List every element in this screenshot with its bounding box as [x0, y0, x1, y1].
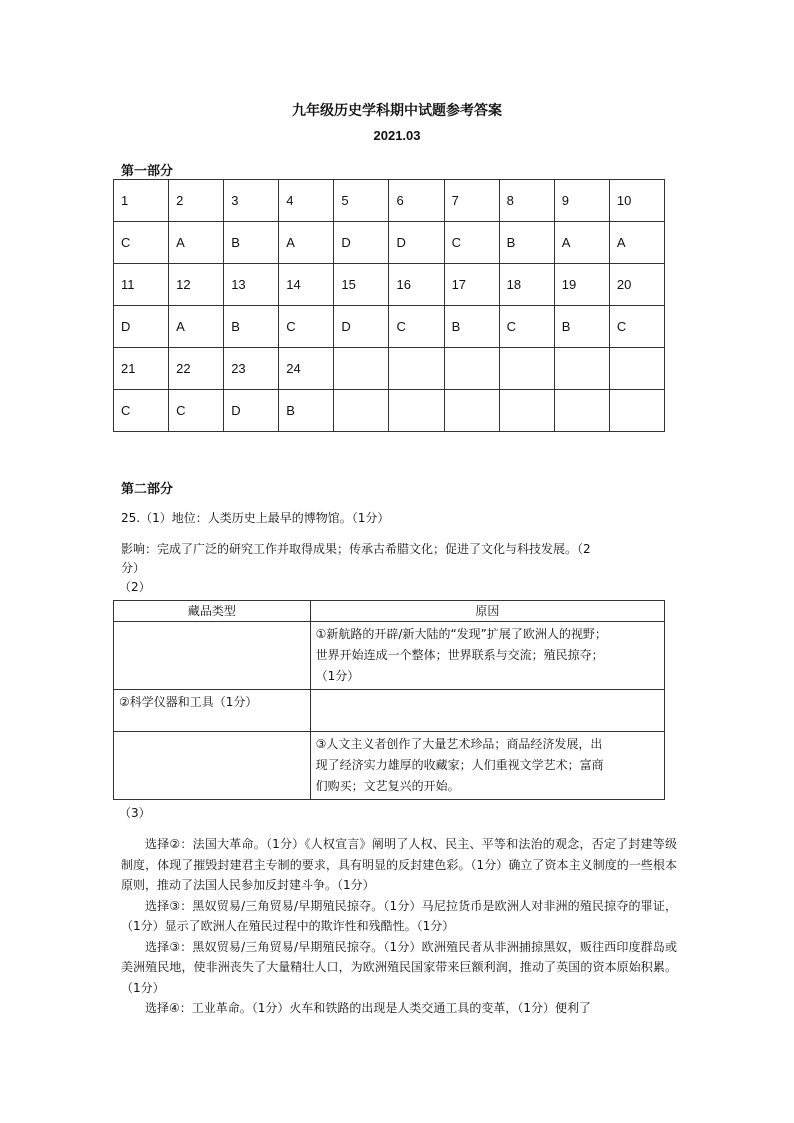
answer-cell: B	[554, 306, 609, 348]
answer-paragraph: 选择③：黑奴贸易/三角贸易/早期殖民掠夺。（1分）马尼拉货币是欧洲人对非洲的殖民掠夺的罪证，（1分）显示了欧洲人在殖民过程中的欺诈性和残酷性。（1分）	[121, 898, 677, 933]
reason-cell: ③人文主义者创作了大量艺术珍品；商品经济发展，出 现了经济实力雄厚的收藏家；人们重视文学艺术；富商 们购买；文艺复兴的开始。	[310, 732, 664, 800]
answer-cell: 17	[444, 264, 499, 306]
answer-cell: 22	[169, 348, 224, 390]
answer-cell: 20	[609, 264, 664, 306]
answer-cell: 15	[334, 264, 389, 306]
answer-cell: C	[389, 306, 444, 348]
answer-cell: C	[169, 390, 224, 432]
answer-cell: C	[279, 306, 334, 348]
answer-cell: B	[224, 306, 279, 348]
answer-cell: C	[499, 306, 554, 348]
answer-cell: 4	[279, 180, 334, 222]
answer-cell	[554, 348, 609, 390]
answer-cell: D	[334, 306, 389, 348]
answer-cell: D	[224, 390, 279, 432]
q25-part1-status: 25.（1）地位：人类历史上最早的博物馆。（1分）	[121, 511, 390, 525]
part1-heading: 第一部分	[121, 164, 174, 179]
answer-cell: D	[114, 306, 169, 348]
answer-cell: B	[444, 306, 499, 348]
answer-cell	[389, 348, 444, 390]
answer-cell: 12	[169, 264, 224, 306]
collection-cell-empty	[114, 622, 311, 690]
answer-cell: A	[169, 222, 224, 264]
answer-cell	[554, 390, 609, 432]
q25-part2-label: （2）	[119, 580, 151, 594]
answer-cell	[334, 348, 389, 390]
answer-cell: D	[334, 222, 389, 264]
reason-header: 原因	[310, 601, 664, 622]
answer-row	[114, 264, 665, 306]
answer-paragraph: 选择②：法国大革命。（1分）《人权宣言》阐明了人权、民主、平等和法治的观念，否定了封建等级制度，体现了摧毁封建君主专制的要求，具有明显的反封建色彩。（1分）确立了资本主义制度的一些根本原则，推动了法国人民参加反封建斗争。（1分）	[121, 837, 677, 892]
answer-cell: 2	[169, 180, 224, 222]
answer-cell: 11	[114, 264, 169, 306]
collection-table	[113, 600, 665, 800]
part2-heading: 第二部分	[121, 482, 174, 497]
answer-cell: C	[114, 390, 169, 432]
reason-cell-empty	[310, 690, 664, 732]
answer-cell: 18	[499, 264, 554, 306]
answer-cell: B	[224, 222, 279, 264]
answer-cell	[609, 348, 664, 390]
answer-row	[114, 222, 665, 264]
answer-cell: 16	[389, 264, 444, 306]
answer-cell	[609, 390, 664, 432]
answer-cell: 24	[279, 348, 334, 390]
answer-cell: C	[114, 222, 169, 264]
q25-part3-answers	[121, 834, 677, 1019]
answer-paragraph: 选择③：黑奴贸易/三角贸易/早期殖民掠夺。（1分）欧洲殖民者从非洲捕掠黑奴，贩往西印度群岛或美洲殖民地，使非洲丧失了大量精壮人口，为欧洲殖民国家带来巨额利润，推动了英国的资本原始积累。（1分）	[121, 939, 677, 995]
answer-cell: D	[389, 222, 444, 264]
answer-cell: B	[279, 390, 334, 432]
answer-cell: A	[169, 306, 224, 348]
q25-part1-impact-cont: 分）	[121, 561, 146, 575]
answer-cell: A	[609, 222, 664, 264]
answer-cell: 1	[114, 180, 169, 222]
collection-cell-empty	[114, 732, 311, 800]
answer-row	[114, 306, 665, 348]
answer-cell: 3	[224, 180, 279, 222]
answer-cell	[444, 390, 499, 432]
answer-row	[114, 180, 665, 222]
answer-row	[114, 348, 665, 390]
answer-paragraph: 选择④：工业革命。（1分）火车和铁路的出现是人类交通工具的变革，（1分）便利了	[145, 1001, 592, 1015]
collection-type-header: 藏品类型	[114, 601, 311, 622]
answer-cell: C	[444, 222, 499, 264]
answer-row	[114, 390, 665, 432]
answer-cell: 13	[224, 264, 279, 306]
answer-cell: 19	[554, 264, 609, 306]
answer-cell: 8	[499, 180, 554, 222]
answer-cell: A	[554, 222, 609, 264]
answer-cell: 7	[444, 180, 499, 222]
answer-cell: 23	[224, 348, 279, 390]
answer-cell	[334, 390, 389, 432]
document-title: 九年级历史学科期中试题参考答案	[292, 103, 502, 119]
answer-cell	[499, 348, 554, 390]
collection-type-cell: ②科学仪器和工具（1分）	[114, 690, 311, 732]
answer-cell: C	[609, 306, 664, 348]
answer-cell: 6	[389, 180, 444, 222]
answer-cell	[499, 390, 554, 432]
answer-cell	[389, 390, 444, 432]
answer-cell: 5	[334, 180, 389, 222]
q25-part3-label: （3）	[119, 806, 151, 820]
reason-cell: ①新航路的开辟/新大陆的“发现”扩展了欧洲人的视野； 世界开始连成一个整体；世界联系与交流；殖民掠夺； （1分）	[310, 622, 664, 690]
document-date: 2021.03	[373, 128, 421, 143]
answer-cell: B	[499, 222, 554, 264]
answer-cell	[444, 348, 499, 390]
answer-cell: 10	[609, 180, 664, 222]
answer-cell: 9	[554, 180, 609, 222]
answer-key-table	[113, 179, 665, 432]
q25-part1-impact: 影响：完成了广泛的研究工作并取得成果；传承古希腊文化；促进了文化与科技发展。（2	[121, 542, 591, 556]
answer-cell: 21	[114, 348, 169, 390]
answer-cell: A	[279, 222, 334, 264]
answer-cell: 14	[279, 264, 334, 306]
